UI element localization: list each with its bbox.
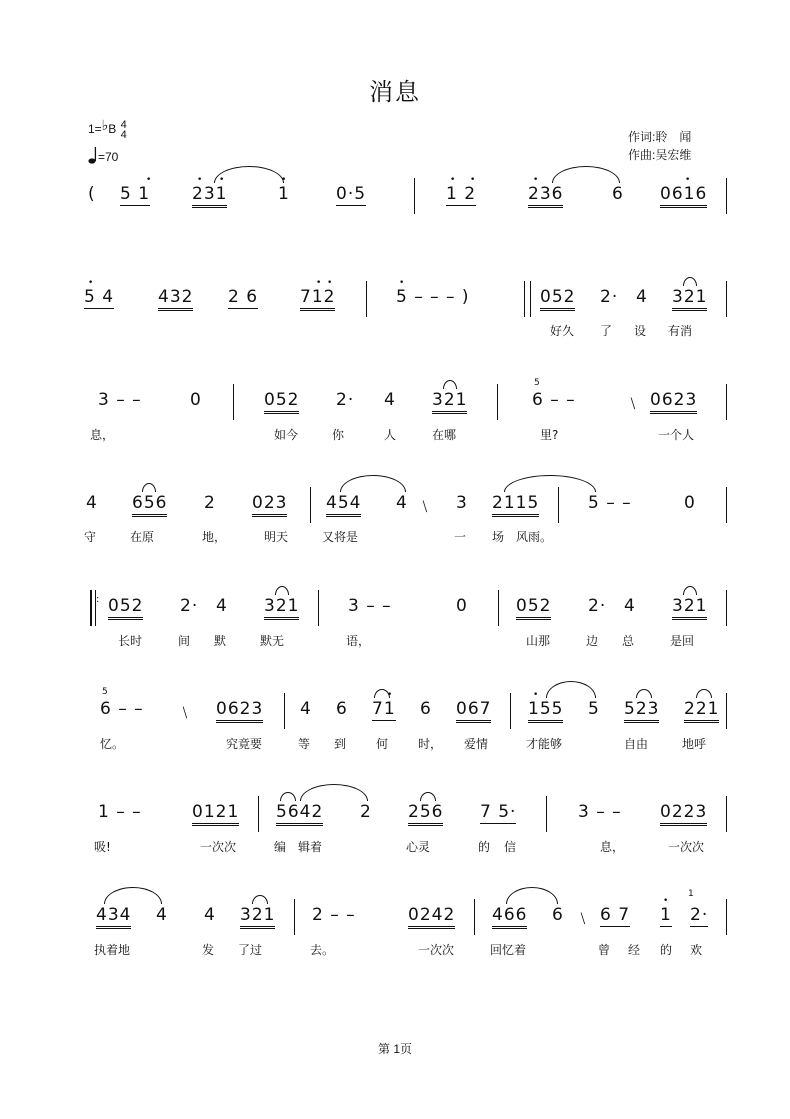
lyric: 人 xyxy=(384,428,397,442)
note-group: 434 xyxy=(96,905,131,929)
lyric: 间 xyxy=(178,634,191,648)
bar-line xyxy=(726,693,727,729)
note-group: 221 xyxy=(684,699,719,723)
lyric: 时， xyxy=(418,737,443,751)
note-group: 0121 xyxy=(192,802,239,826)
lyric: 经 xyxy=(628,943,641,957)
bar-line xyxy=(284,693,285,729)
lyric: 在哪 xyxy=(432,428,457,442)
quarter-note-icon xyxy=(88,146,98,164)
time-signature: 4 4 xyxy=(120,119,127,141)
bar-line xyxy=(726,590,727,626)
tempo-marking: =70 xyxy=(88,146,118,164)
note: 0 xyxy=(456,596,468,616)
lyric: 到 xyxy=(334,737,347,751)
note: 4 xyxy=(636,287,648,307)
lyric: 场 xyxy=(492,530,505,544)
note: 4 xyxy=(384,390,396,410)
note-group: 321 xyxy=(264,596,299,620)
lyric: 你 xyxy=(332,428,345,442)
lyric: 了 xyxy=(600,324,613,338)
octave-dot: • xyxy=(219,175,225,185)
note-group: 2115 xyxy=(492,493,539,517)
repeat-start xyxy=(90,590,92,626)
octave-dot: • xyxy=(146,175,152,185)
glide-mark: ﹨ xyxy=(574,907,592,928)
note-group: 3 – – xyxy=(348,596,392,616)
note: 2· xyxy=(690,905,709,925)
note-group: 454 xyxy=(326,493,361,517)
lyric: 欢 xyxy=(690,943,703,957)
lyric: 编 xyxy=(274,840,287,854)
octave-dot: • xyxy=(387,690,393,700)
note-group: 3 – – xyxy=(98,390,142,410)
note-group: 656 xyxy=(132,493,167,517)
note: 4 xyxy=(396,493,408,513)
note-group: 0623 xyxy=(650,390,697,414)
note-group: 5 1 xyxy=(120,184,151,204)
lyric: 何 xyxy=(376,737,389,751)
lyric: 默 xyxy=(214,634,227,648)
lyric: 去。 xyxy=(310,943,335,957)
bar-line xyxy=(726,178,727,214)
note-group: 155 xyxy=(528,699,563,723)
note-group: 321 xyxy=(672,596,707,620)
flat-icon: ♭ xyxy=(101,117,109,134)
score-line xyxy=(0,889,790,928)
octave-dot: • xyxy=(316,278,322,288)
lyric: 一次次 xyxy=(200,840,237,854)
repeat-dots: : xyxy=(96,594,100,605)
note-group: 2 – – xyxy=(312,905,356,925)
lyric: 总 xyxy=(622,634,635,648)
score-line xyxy=(0,802,790,822)
tie-mark xyxy=(683,586,697,595)
lyric: 守 xyxy=(84,530,97,544)
note-group: 052 xyxy=(264,390,299,414)
lyric: 山那 xyxy=(526,634,551,648)
bar-line xyxy=(414,178,415,214)
score-line xyxy=(0,687,790,722)
song-title: 消息 xyxy=(369,79,421,106)
lyric: 回忆着 xyxy=(490,943,527,957)
grace-note: 5 xyxy=(102,687,108,697)
note: 2· xyxy=(588,596,607,616)
lyric: 风雨。 xyxy=(516,530,553,544)
bar-line xyxy=(474,899,475,935)
note-group: 0223 xyxy=(660,802,707,826)
lyric: 边 xyxy=(586,634,599,648)
lyric: 一次次 xyxy=(418,943,455,957)
note-group: 6 – – xyxy=(100,699,144,719)
note: 4 xyxy=(216,596,228,616)
grace-note: 5 xyxy=(534,378,540,388)
note: 0 xyxy=(190,390,202,410)
note-group: 231 xyxy=(192,184,227,208)
lyric: 了过 xyxy=(238,943,263,957)
tie-mark xyxy=(506,887,558,904)
glide-mark: ﹨ xyxy=(416,495,434,516)
note-group: 6 – – xyxy=(532,390,576,410)
note-group: 0·5 xyxy=(336,184,367,204)
lyric: 是回 xyxy=(670,634,695,648)
note-group: 052 xyxy=(516,596,551,620)
glide-mark: ﹨ xyxy=(624,392,642,413)
lyric: 心灵 xyxy=(406,840,431,854)
octave-dot: • xyxy=(533,690,539,700)
page-number: 第 1页 xyxy=(377,1042,412,1056)
score-line xyxy=(0,596,790,616)
bar-line xyxy=(558,487,559,523)
bar-line xyxy=(726,796,727,832)
paren-open: ( xyxy=(88,184,96,204)
lyric: 在原 xyxy=(130,530,155,544)
lyric: 地， xyxy=(202,530,227,544)
lyric: 息， xyxy=(600,840,625,854)
score-line xyxy=(0,175,790,204)
note-group: 3 – – xyxy=(578,802,622,822)
note-group: 5642 xyxy=(276,802,323,826)
tie-mark xyxy=(636,689,652,698)
octave-dot: • xyxy=(533,175,539,185)
lyric: 曾 xyxy=(598,943,611,957)
lyric: 一个人 xyxy=(658,428,695,442)
glide-mark: ﹨ xyxy=(176,701,194,722)
tie-mark xyxy=(280,792,296,801)
note-group: 0623 xyxy=(216,699,263,723)
bar-line xyxy=(530,281,531,317)
grace-note: 1 xyxy=(688,889,694,899)
note-group: 5 4 xyxy=(84,287,115,307)
note-group: 1 2 xyxy=(446,184,477,204)
tie-mark xyxy=(104,887,162,904)
octave-dot: • xyxy=(685,175,691,185)
octave-dot: • xyxy=(663,896,669,906)
note-group: 321 xyxy=(672,287,707,311)
bar-line xyxy=(366,281,367,317)
lyric: 才能够 xyxy=(526,737,563,751)
lyric: 明天 xyxy=(264,530,289,544)
lyric: 究竟要 xyxy=(226,737,263,751)
note: 4 xyxy=(86,493,98,513)
bar-line xyxy=(510,693,511,729)
tie-mark xyxy=(275,586,289,595)
note: 6 xyxy=(612,184,624,204)
tie-mark xyxy=(504,475,596,492)
lyric: 有消 xyxy=(668,324,693,338)
note-group: 523 xyxy=(624,699,659,723)
octave-dot: • xyxy=(450,175,456,185)
bar-line xyxy=(726,487,727,523)
lyric: 爱情 xyxy=(464,737,489,751)
lyric: 发 xyxy=(202,943,215,957)
lyric: 忆。 xyxy=(100,737,125,751)
note: 2· xyxy=(336,390,355,410)
octave-dot: • xyxy=(281,175,287,185)
bar-line xyxy=(310,487,311,523)
note-group: 052 xyxy=(108,596,143,620)
lyric: 语， xyxy=(346,634,371,648)
composer-credit: 作曲:吴宏维 xyxy=(628,148,692,162)
bar-line xyxy=(318,590,319,626)
tie-mark xyxy=(252,895,268,904)
note: 3 xyxy=(456,493,468,513)
note: 1 xyxy=(660,905,672,925)
note-group: 0242 xyxy=(408,905,455,929)
bar-line xyxy=(726,384,727,420)
lyric: 信 xyxy=(504,840,517,854)
note: 1 xyxy=(278,184,290,204)
note-group: 466 xyxy=(492,905,527,929)
lyric: 执着地 xyxy=(94,943,131,957)
note-group: 432 xyxy=(158,287,193,311)
bar-line xyxy=(233,384,234,420)
note: 2 xyxy=(204,493,216,513)
note-group: 052 xyxy=(540,287,575,311)
note-group: 321 xyxy=(240,905,275,929)
lyric: 一次次 xyxy=(668,840,705,854)
note: 4 xyxy=(204,905,216,925)
note: 2 xyxy=(360,802,372,822)
tie-mark xyxy=(546,681,596,698)
tie-mark xyxy=(683,277,697,286)
tie-mark xyxy=(552,166,620,183)
note-group: 067 xyxy=(456,699,491,723)
lyric: 自由 xyxy=(624,737,649,751)
tie-mark xyxy=(214,166,287,185)
score-line xyxy=(0,493,790,516)
note-group: 236 xyxy=(528,184,563,208)
tie-mark xyxy=(340,475,406,492)
note: 6 xyxy=(420,699,432,719)
note: 6 xyxy=(552,905,564,925)
tie-mark xyxy=(300,784,368,801)
lyric: 好久 xyxy=(550,324,575,338)
note-group: 5 – – – ) xyxy=(396,287,470,307)
bar-line xyxy=(498,590,499,626)
lyric: 的 xyxy=(478,840,491,854)
note-group: 712 xyxy=(300,287,335,311)
note-group: 2 6 xyxy=(228,287,259,307)
octave-dot: • xyxy=(88,278,94,288)
lyricist-credit: 作词:聆 闻 xyxy=(628,130,692,144)
lyric: 又将是 xyxy=(322,530,359,544)
bar-line xyxy=(294,899,295,935)
octave-dot: • xyxy=(197,175,203,185)
tie-mark xyxy=(443,380,457,389)
note: 4 xyxy=(156,905,168,925)
note: 5 xyxy=(588,699,600,719)
lyric: 等 xyxy=(298,737,311,751)
lyric: 息， xyxy=(90,428,115,442)
lyric: 设 xyxy=(634,324,647,338)
lyric: 地呼 xyxy=(682,737,707,751)
lyric: 默无 xyxy=(260,634,285,648)
lyric: 长时 xyxy=(118,634,143,648)
bar-line xyxy=(497,384,498,420)
note: 2· xyxy=(180,596,199,616)
note: 4 xyxy=(624,596,636,616)
score-line xyxy=(0,278,790,307)
lyric: 吸! xyxy=(94,840,111,854)
note-group: 1 – – xyxy=(98,802,142,822)
note: 2· xyxy=(600,287,619,307)
bar-line xyxy=(546,796,547,832)
note: 4 xyxy=(300,699,312,719)
octave-dot: • xyxy=(399,278,405,288)
note-group: 023 xyxy=(252,493,287,517)
score-line xyxy=(0,378,790,413)
note-group: 256 xyxy=(408,802,443,826)
bar-line xyxy=(726,899,727,935)
tie-mark xyxy=(696,689,712,698)
lyric: 一 xyxy=(454,530,467,544)
tie-mark xyxy=(142,483,156,492)
note-group: 6 7 xyxy=(600,905,631,925)
note: 6 xyxy=(336,699,348,719)
octave-dot: • xyxy=(470,175,476,185)
note-group: 5 – – xyxy=(588,493,632,513)
lyric: 的 xyxy=(660,943,673,957)
note: 0 xyxy=(684,493,696,513)
bar-line xyxy=(258,796,259,832)
note-group: 0616 xyxy=(660,184,707,208)
note-group: 7 5· xyxy=(480,802,517,822)
key-signature: 1=♭B 4 4 xyxy=(88,117,127,141)
lyric: 如今 xyxy=(274,428,299,442)
note-group: 321 xyxy=(432,390,467,414)
note-group: 71 xyxy=(372,699,396,719)
octave-dot: • xyxy=(327,278,333,288)
bar-line xyxy=(726,281,727,317)
tie-mark xyxy=(420,792,436,801)
lyric: 辑着 xyxy=(298,840,323,854)
bar-line xyxy=(524,281,525,317)
lyric: 里? xyxy=(540,428,559,442)
